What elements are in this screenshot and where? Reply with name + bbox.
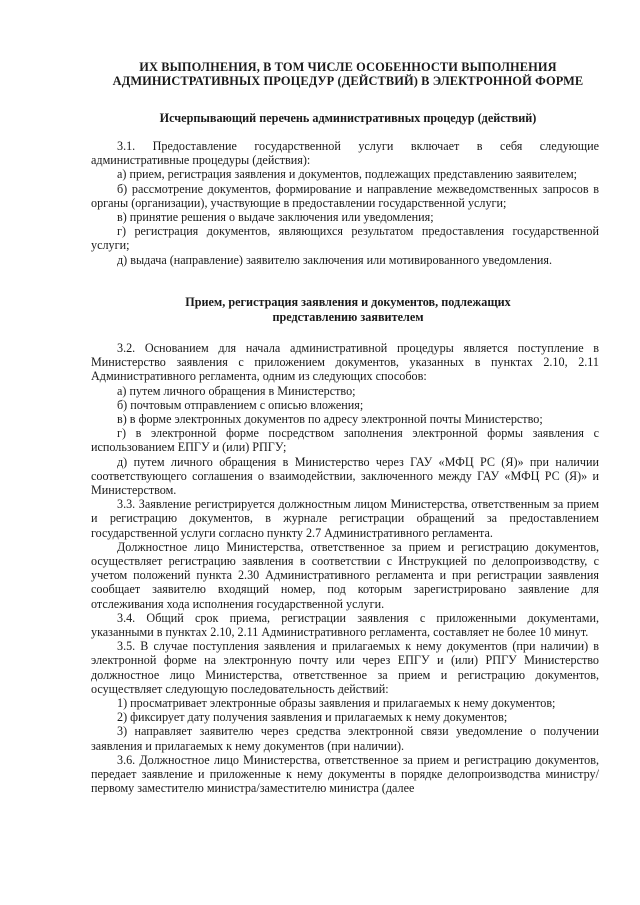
section-1-title: Исчерпывающий перечень административных процедур (действий) [159, 111, 537, 125]
section-2-title-line-1: Прием, регистрация заявления и документов, подлежащих [185, 295, 511, 309]
section-2-body [91, 341, 599, 796]
list-item: д) путем личного обращения в Министерство через ГАУ «МФЦ РС (Я)» при наличии соответствующего соглашения о взаимодействии, заключенного между ГАУ «МФЦ РС (Я)» и Министерством. [91, 454, 599, 498]
section-2-title-line-2: представлению заявителем [272, 309, 424, 324]
section-2-title [80, 295, 616, 324]
heading-line-2: АДМИНИСТРАТИВНЫХ ПРОЦЕДУР (ДЕЙСТВИЙ) В ЭЛЕКТРОННОЙ ФОРМЕ [112, 74, 584, 88]
list-item: д) выдача (направление) заявителю заключения или мотивированного уведомления. [117, 252, 553, 267]
paragraph: Должностное лицо Министерства, ответственное за прием и регистрацию документов, осуществляет регистрацию заявления в соответствии с Инструкцией по делопроизводству, с учетом положений пункта 2.30 Административного регламента и при регистрации заявления сообщает заявителю входящий номер, под которым зарегистрировано заявление для отслеживания хода исполнения государственной услуги. [91, 539, 599, 611]
list-item: в) принятие решения о выдаче заключения или уведомления; [117, 210, 434, 225]
heading-line-1: ИХ ВЫПОЛНЕНИЯ, В ТОМ ЧИСЛЕ ОСОБЕННОСТИ ВЫПОЛНЕНИЯ [139, 60, 557, 74]
paragraph: 3.5. В случае поступления заявления и прилагаемых к нему документов (при наличии) в электронной форме на электронную почту или через ЕПГУ и (или) РПГУ Министерство должностное лицо Министерства, ответственное за прием и регистрацию документов, осуществляет следующую последовательность действий: [91, 639, 599, 696]
paragraph: 3.4. Общий срок приема, регистрации заявления с приложенными документами, указанными в пунктах 2.10, 2.11 Административного регламента, составляет не более 10 минут. [91, 610, 599, 640]
list-item: 3) направляет заявителю через средства электронной связи уведомление о получении заявления и прилагаемых к нему документов (при наличии). [91, 724, 599, 753]
section-1-body [91, 139, 599, 267]
paragraph: 3.1. Предоставление государственной услуги включает в себя следующие административные процедуры (действия): [91, 139, 599, 168]
paragraph: 3.2. Основанием для начала административной процедуры является поступление в Министерство заявления с приложением документов, указанных в пунктах 2.10, 2.11 Административного регламента, одним из следующих способов: [91, 341, 599, 384]
list-item: а) прием, регистрация заявления и документов, подлежащих представлению заявителем; [117, 167, 578, 182]
list-item: 1) просматривает электронные образы заявления и прилагаемых к нему документов; [117, 696, 556, 711]
list-item: г) в электронной форме посредством заполнения электронной формы заявления с использованием ЕПГУ и (или) РПГУ; [91, 426, 599, 455]
paragraph: 3.6. Должностное лицо Министерства, ответственное за прием и регистрацию документов, передает заявление и приложенные к нему документы в порядке делопроизводства министру/первому заместителю министра/заместителю министра (далее [91, 752, 599, 796]
list-item: г) регистрация документов, являющихся результатом предоставления государственной услуги; [91, 224, 599, 253]
document-heading [80, 60, 616, 88]
list-item: а) путем личного обращения в Министерство; [117, 383, 356, 398]
paragraph: 3.3. Заявление регистрируется должностным лицом Министерства, ответственным за прием и регистрацию документов, в журнале регистрации обращений за предоставлением государственной услуги согласно пункту 2.7 Административного регламента. [91, 497, 599, 540]
list-item: б) почтовым отправлением с описью вложения; [117, 397, 364, 412]
list-item: в) в форме электронных документов по адресу электронной почты Министерство; [117, 412, 543, 427]
list-item: б) рассмотрение документов, формирование и направление межведомственных запросов в органы (организации), участвующие в предоставлении государственной услуги; [91, 181, 599, 210]
list-item: 2) фиксирует дату получения заявления и прилагаемых к нему документов; [117, 710, 508, 725]
